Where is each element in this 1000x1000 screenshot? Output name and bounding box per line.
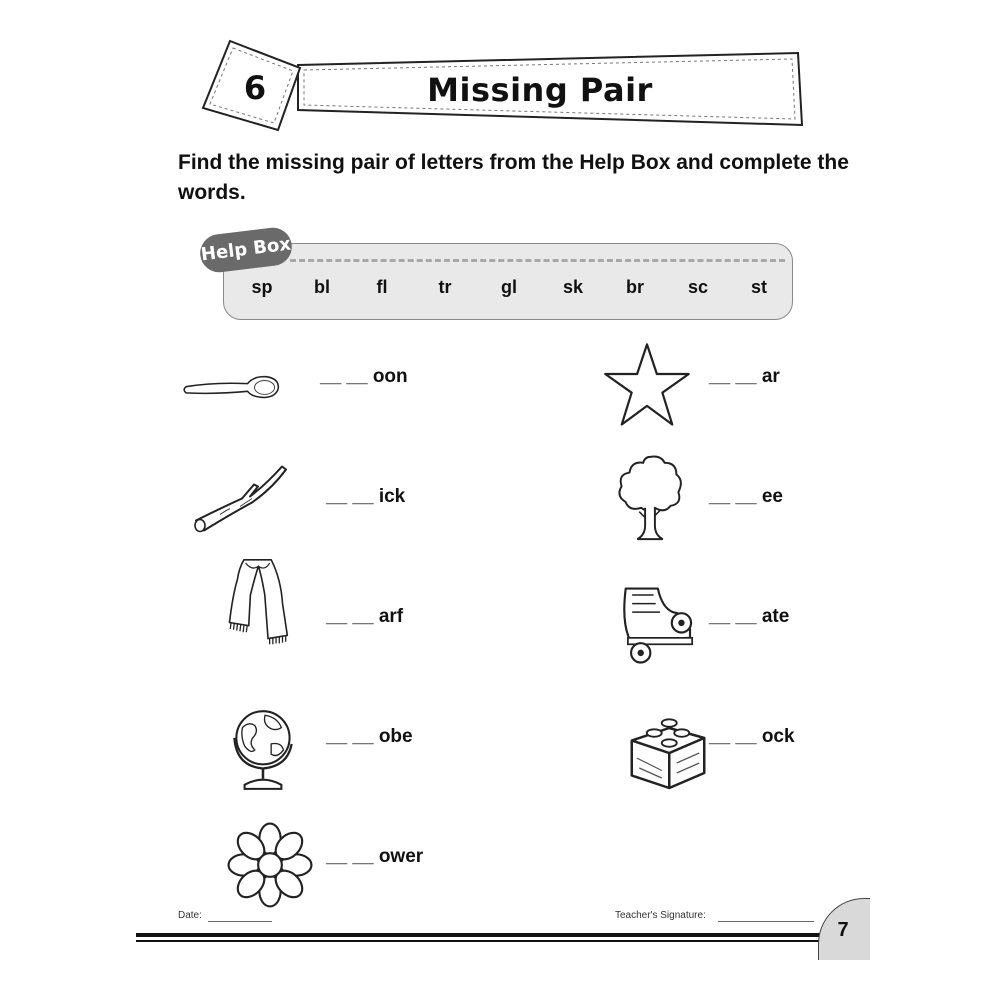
roller-skate-icon [610, 580, 710, 670]
block-icon [618, 708, 718, 798]
word-ending: ock [761, 726, 795, 747]
signature-label: Teacher's Signature: [615, 910, 706, 921]
help-pair: sc [687, 277, 709, 297]
page-title: Missing Pair [427, 71, 653, 109]
word-ending: ar [761, 366, 780, 387]
exercise-word [326, 845, 423, 869]
exercise-word [320, 365, 408, 389]
help-pair: bl [314, 277, 330, 297]
help-pair: fl [376, 277, 388, 297]
blank-pair[interactable]: __ __ [326, 726, 374, 747]
blank-pair[interactable]: __ __ [709, 726, 757, 747]
help-pair: tr [438, 277, 452, 297]
help-pair: sk [562, 277, 584, 297]
tree-icon [600, 453, 700, 543]
blank-pair[interactable]: __ __ [326, 486, 374, 507]
stick-icon [190, 455, 290, 545]
blank-pair[interactable]: __ __ [320, 366, 368, 387]
date-label: Date: [178, 910, 202, 921]
lesson-number: 6 [243, 69, 267, 107]
help-pair: gl [501, 277, 517, 297]
exercise-word [326, 485, 405, 509]
word-ending: ee [761, 486, 783, 507]
blank-pair[interactable]: __ __ [709, 366, 757, 387]
footer-rule [136, 933, 826, 937]
help-pair: st [750, 277, 767, 297]
flower-icon [220, 820, 320, 910]
blank-pair[interactable]: __ __ [709, 486, 757, 507]
word-ending: ick [378, 486, 406, 507]
exercise-word [709, 725, 795, 749]
spoon-icon [183, 344, 283, 434]
blank-pair[interactable]: __ __ [326, 606, 374, 627]
footer-rule-thin [136, 940, 826, 942]
help-pair: sp [251, 277, 273, 297]
exercise-word [709, 605, 789, 629]
blank-pair[interactable]: __ __ [326, 846, 374, 867]
help-box-label: Help Box [198, 226, 294, 275]
exercise-word [326, 605, 403, 629]
scarf-icon [210, 555, 310, 645]
exercise-word [326, 725, 413, 749]
exercise-word [709, 365, 780, 389]
star-icon [597, 340, 697, 430]
blank-pair[interactable]: __ __ [709, 606, 757, 627]
exercise-word [709, 485, 783, 509]
word-ending: ower [378, 846, 424, 867]
date-line[interactable] [208, 921, 272, 922]
help-box-dashed-line [290, 259, 785, 262]
word-ending: oon [372, 366, 408, 387]
word-ending: ate [761, 606, 790, 627]
signature-line[interactable] [718, 921, 814, 922]
word-ending: obe [378, 726, 413, 747]
word-ending: arf [378, 606, 404, 627]
globe-icon [214, 703, 314, 793]
help-pair: br [626, 277, 644, 297]
page-number: 7 [837, 919, 849, 941]
instructions: Find the missing pair of letters from the Help Box and complete the words. [178, 151, 849, 204]
